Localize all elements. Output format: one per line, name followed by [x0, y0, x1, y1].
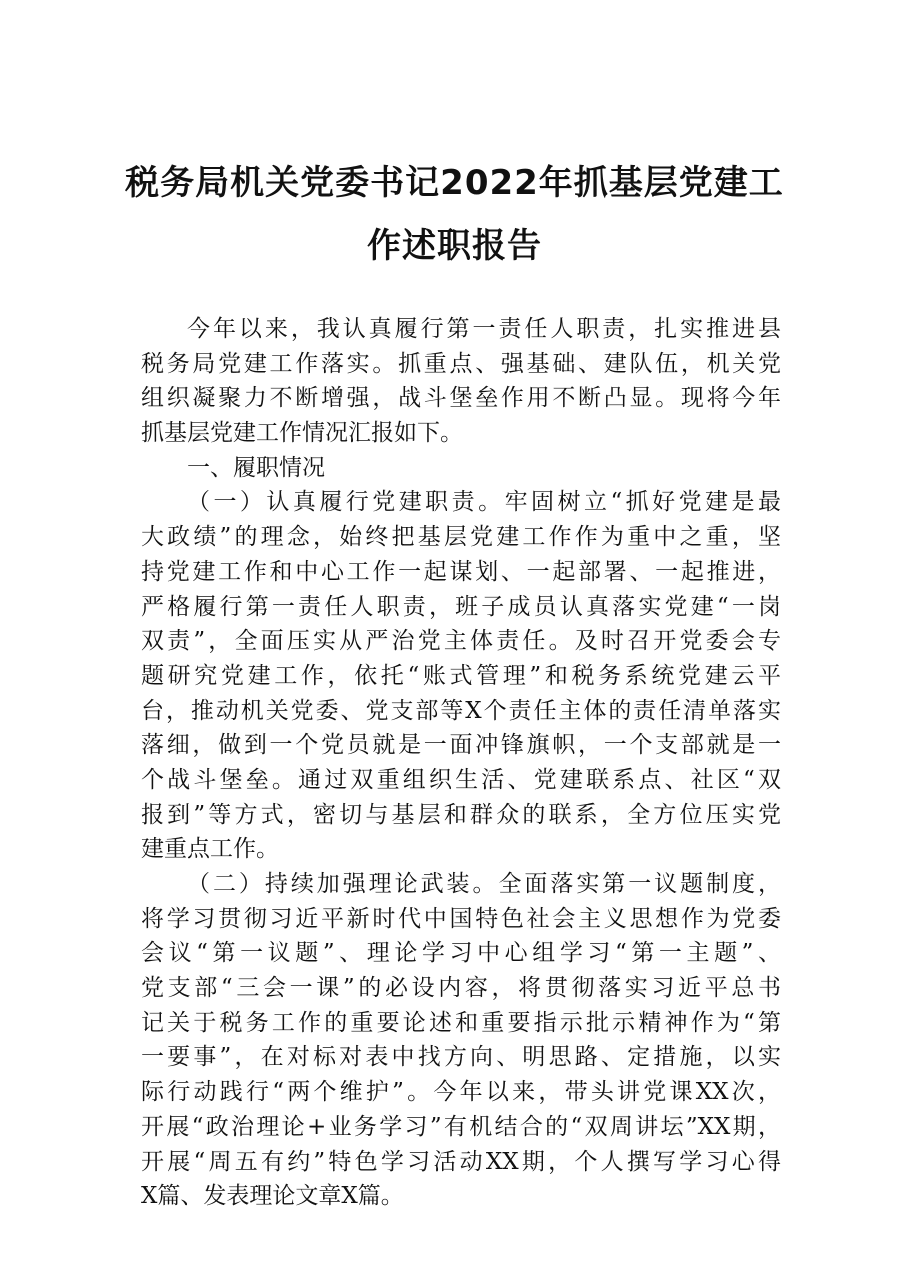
body-line: 题研究党建工作，依托“账式管理”和税务系统党建云平 [141, 662, 781, 689]
body-line: 报到”等方式，密切与基层和群众的联系，全方位压实党 [141, 801, 781, 828]
body-line: X篇、发表理论文章X篇。 [141, 1183, 404, 1210]
body-line: 记关于税务工作的重要论述和重要指示批示精神作为“第 [141, 1009, 781, 1036]
body-line: 税务局党建工作落实。抓重点、强基础、建队伍，机关党 [141, 350, 781, 377]
body-line: 台，推动机关党委、党支部等X个责任主体的责任清单落实 [141, 697, 781, 724]
body-line: 将学习贯彻习近平新时代中国特色社会主义思想作为党委 [141, 905, 781, 932]
body-line: 持党建工作和中心工作一起谋划、一起部署、一起推进， [141, 558, 781, 585]
body-line: （一）认真履行党建职责。牢固树立“抓好党建是最 [187, 489, 781, 516]
body-line: 双责”，全面压实从严治党主体责任。及时召开党委会专 [141, 628, 781, 655]
body-line: 建重点工作。 [141, 836, 279, 863]
document-body [141, 312, 781, 1214]
body-line: 际行动践行“两个维护”。今年以来，带头讲党课XX次， [141, 1079, 781, 1106]
body-line: 开展“政治理论+业务学习”有机结合的“双周讲坛”XX期， [141, 1113, 781, 1140]
body-line: 会议“第一议题”、理论学习中心组学习“第一主题”、 [141, 940, 781, 967]
body-line: 一要事”，在对标对表中找方向、明思路、定措施，以实 [141, 1044, 781, 1071]
section-heading: 一、履职情况 [187, 454, 325, 481]
body-line: 严格履行第一责任人职责，班子成员认真落实党建“一岗 [141, 593, 781, 620]
document-title-line-2: 作述职报告 [367, 226, 542, 266]
body-line: 今年以来，我认真履行第一责任人职责，扎实推进县 [187, 316, 781, 342]
body-line: 开展“周五有约”特色学习活动XX期，个人撰写学习心得 [141, 1148, 781, 1175]
body-line: 大政绩”的理念，始终把基层党建工作作为重中之重，坚 [141, 524, 781, 551]
body-line: 个战斗堡垒。通过双重组织生活、党建联系点、社区“双 [141, 766, 781, 793]
body-line: 抓基层党建工作情况汇报如下。 [141, 420, 463, 447]
body-line: 党支部“三会一课”的必设内容，将贯彻落实习近平总书 [141, 975, 781, 1002]
body-line: 落细，做到一个党员就是一面冲锋旗帜，一个支部就是一 [141, 732, 781, 759]
body-line: （二）持续加强理论武装。全面落实第一议题制度， [187, 871, 781, 897]
body-line: 组织凝聚力不断增强，战斗堡垒作用不断凸显。现将今年 [141, 385, 781, 412]
document-title-line-1: 税务局机关党委书记2022年抓基层党建工 [125, 163, 784, 203]
